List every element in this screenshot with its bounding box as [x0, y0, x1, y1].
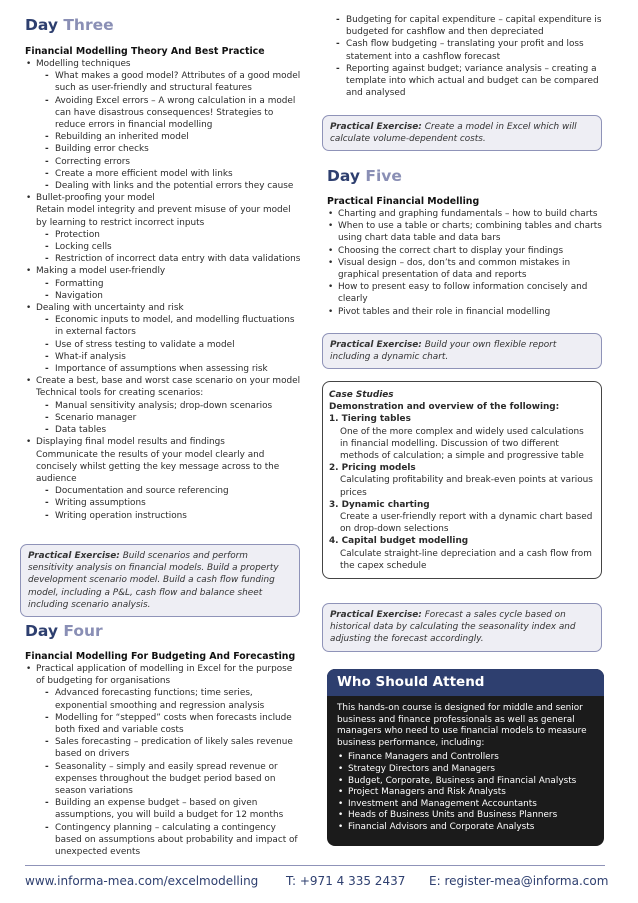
- sub-list-item: - Locking cells: [44, 241, 303, 253]
- sub-list: [36, 278, 303, 302]
- list-item: [25, 58, 303, 192]
- list-item-paragraph: Retain model integrity and prevent misuse of your model by learning to restrict incorrect inputs: [36, 205, 291, 228]
- sub-list-item: - Cash flow budgeting – translating your profit and loss statement into a cashflow forecast: [335, 38, 605, 62]
- list-item: [25, 663, 303, 858]
- sub-list-item: - What-if analysis: [44, 351, 303, 363]
- case-study-description: Create a user-friendly report with a dynamic chart based on drop-down selections: [340, 512, 593, 535]
- case-studies-title: Case Studies: [329, 390, 394, 400]
- day-four-continued-list: [327, 14, 605, 99]
- case-study-title: 2. Pricing models: [329, 463, 416, 474]
- sub-list-item: - What makes a good model? Attributes of a good model such as user-friendly and structural features: [44, 70, 303, 94]
- who-should-attend-title: Who Should Attend: [327, 669, 604, 696]
- sub-list: [36, 314, 303, 375]
- sub-list-item: - Navigation: [44, 290, 303, 302]
- sub-list-item: - Formatting: [44, 278, 303, 290]
- sub-list: [36, 400, 303, 437]
- sub-list-item: - Data tables: [44, 424, 303, 436]
- day-four-continued: [327, 14, 605, 99]
- footer-divider: [25, 865, 605, 866]
- list-item: • Choosing the correct chart to display your findings: [327, 245, 605, 257]
- list-item: [25, 265, 303, 302]
- case-study-description: One of the more complex and widely used calculations in financial modelling. Discussion of two different methods of calculation; a simple and progressive table: [340, 426, 584, 462]
- list-item: [25, 302, 303, 375]
- sub-list-item: - Documentation and source referencing: [44, 485, 303, 497]
- day-five-list: [327, 208, 605, 318]
- day-four-title: [25, 622, 303, 640]
- exercise-label: Practical Exercise:: [330, 122, 422, 132]
- day-word: Day: [25, 622, 58, 640]
- day-three-exercise-box: [20, 544, 300, 617]
- list-item-paragraph: Communicate the results of your model clearly and concisely whilst getting the key message across to the audience: [36, 449, 280, 484]
- audience-item: • Finance Managers and Controllers: [337, 752, 594, 764]
- list-item: [25, 436, 303, 521]
- sub-list-item: - Economic inputs to model, and modelling fluctuations in external factors: [44, 314, 303, 338]
- sub-list-item: - Dealing with links and the potential errors they cause: [44, 180, 303, 192]
- list-item-text: Modelling techniques: [36, 59, 131, 69]
- sub-list-item: - Restriction of incorrect data entry with data validations: [44, 253, 303, 265]
- sub-list-item: - Create a more efficient model with links: [44, 168, 303, 180]
- sub-list-item: - Advanced forecasting functions; time series, exponential smoothing and regression analysis: [44, 687, 303, 711]
- case-study-item: [329, 462, 593, 499]
- day-four-sublist: [327, 14, 605, 99]
- sub-list-item: - Correcting errors: [44, 156, 303, 168]
- case-studies-box: [322, 381, 602, 579]
- day-number: Four: [63, 622, 103, 640]
- case-study-title: 4. Capital budget modelling: [329, 536, 469, 547]
- list-item: [25, 375, 303, 436]
- sub-list-item: - Scenario manager: [44, 412, 303, 424]
- exercise-label: Practical Exercise:: [28, 551, 120, 561]
- list-item: [327, 14, 605, 99]
- day-five-exercise-box: [322, 333, 602, 369]
- audience-item: • Investment and Management Accountants: [337, 799, 594, 811]
- list-item-paragraph: Technical tools for creating scenarios:: [36, 388, 204, 399]
- footer-website[interactable]: www.informa-mea.com/excelmodelling: [25, 874, 259, 888]
- audience-item: • Project Managers and Risk Analysts: [337, 787, 594, 799]
- sub-list-item: - Writing assumptions: [44, 497, 303, 509]
- footer-email[interactable]: E: register-mea@informa.com: [429, 874, 609, 888]
- sub-list: [36, 485, 303, 522]
- sub-list-item: - Reporting against budget; variance analysis – creating a template into which actual and budget can be compared and analysed: [335, 63, 605, 100]
- day-five-title: [327, 167, 605, 185]
- day-three-title: [25, 16, 303, 34]
- sub-list-item: - Importance of assumptions when assessing risk: [44, 363, 303, 375]
- day-number: Five: [365, 167, 402, 185]
- footer-phone: T: +971 4 335 2437: [286, 874, 406, 888]
- day-four-list: [25, 663, 303, 858]
- sub-list: [36, 229, 303, 266]
- list-item-text: Practical application of modelling in Excel for the purpose of budgeting for organisations: [36, 664, 293, 687]
- day-word: Day: [25, 16, 58, 34]
- list-item-text: Dealing with uncertainty and risk: [36, 303, 184, 314]
- exercise-label: Practical Exercise:: [330, 340, 422, 350]
- sub-list-item: - Seasonality – simply and easily spread revenue or expenses throughout the budget period based on season variations: [44, 761, 303, 798]
- day-word: Day: [327, 167, 360, 185]
- sub-list-item: - Writing operation instructions: [44, 510, 303, 522]
- case-study-item: [329, 499, 593, 536]
- list-item-text: Create a best, base and worst case scenario on your model: [36, 376, 301, 387]
- case-studies-subtitle: Demonstration and overview of the following:: [329, 402, 560, 413]
- sub-list-item: - Modelling for “stepped” costs when forecasts include both fixed and variable costs: [44, 712, 303, 736]
- exercise-text: Forecast a sales cycle based on historical data by calculating the seasonality index and adjusting the forecast accordingly.: [330, 610, 576, 645]
- list-item: • When to use a table or charts; combining tables and charts using chart data table and data bars: [327, 220, 605, 244]
- exercise-text: Build scenarios and perform sensitivity analysis on financial models. Build a property development scenario model. Build a cash flow funding model, including a P&L, cash flow and balance sheet including scenario analysis.: [28, 551, 279, 610]
- who-should-attend-body: [327, 696, 604, 834]
- day-four-section: [25, 622, 303, 858]
- list-item: [25, 192, 303, 265]
- day-five-section: [327, 167, 605, 318]
- audience-item: • Financial Advisors and Corporate Analysts: [337, 822, 594, 834]
- day-three-heading: Financial Modelling Theory And Best Practice: [25, 46, 265, 57]
- case-study-description: Calculating profitability and break-even points at various prices: [340, 475, 593, 498]
- sub-list-item: - Rebuilding an inherited model: [44, 131, 303, 143]
- case-study-title: 3. Dynamic charting: [329, 499, 430, 510]
- case-study-item: [329, 535, 593, 572]
- audience-item: • Strategy Directors and Managers: [337, 764, 594, 776]
- sub-list-item: - Use of stress testing to validate a model: [44, 339, 303, 351]
- sub-list-item: - Protection: [44, 229, 303, 241]
- sub-list-item: - Sales forecasting – predication of likely sales revenue based on drivers: [44, 736, 303, 760]
- sub-list: [36, 687, 303, 858]
- audience-item: • Heads of Business Units and Business Planners: [337, 810, 594, 822]
- sub-list-item: - Budgeting for capital expenditure – capital expenditure is budgeted for cashflow and then depreciated: [335, 14, 605, 38]
- day-three-list: [25, 58, 303, 522]
- day-four-exercise-box: [322, 115, 602, 151]
- exercise-label: Practical Exercise:: [330, 610, 422, 620]
- day-three-section: [25, 16, 303, 522]
- list-item: • Charting and graphing fundamentals – how to build charts: [327, 208, 605, 220]
- sub-list: [36, 70, 303, 192]
- sub-list-item: - Building an expense budget – based on given assumptions, you will build a budget for 12 months: [44, 797, 303, 821]
- list-item: • Visual design – dos, don’ts and common mistakes in graphical presentation of data and reports: [327, 257, 605, 281]
- audience-list: [337, 752, 594, 833]
- exercise-text: Build your own flexible report including a dynamic chart.: [330, 340, 557, 363]
- list-item-text: Bullet-proofing your model: [36, 193, 155, 204]
- sub-list-item: - Avoiding Excel errors – A wrong calculation in a model can have disastrous consequences! Strategies to reduce errors in financial modelling: [44, 95, 303, 132]
- list-item-text: Making a model user-friendly: [36, 266, 166, 277]
- sub-list-item: - Manual sensitivity analysis; drop-down scenarios: [44, 400, 303, 412]
- case-study-title: 1. Tiering tables: [329, 414, 411, 425]
- exercise-text: Create a model in Excel which will calculate volume-dependent costs.: [330, 122, 577, 145]
- audience-item: • Budget, Corporate, Business and Financial Analysts: [337, 776, 594, 788]
- list-item: • Pivot tables and their role in financial modelling: [327, 306, 605, 318]
- sub-list-item: - Building error checks: [44, 143, 303, 155]
- day-four-heading: Financial Modelling For Budgeting And Forecasting: [25, 651, 296, 662]
- day-number: Three: [63, 16, 114, 34]
- case-study-item: [329, 413, 593, 462]
- list-item: • How to present easy to follow information concisely and clearly: [327, 281, 605, 305]
- final-exercise-box: [322, 603, 602, 652]
- who-should-attend-panel: [327, 669, 604, 846]
- sub-list-item: - Contingency planning – calculating a contingency based on assumptions about probability and impact of unexpected events: [44, 822, 303, 859]
- case-study-description: Calculate straight-line depreciation and a cash flow from the capex schedule: [340, 548, 592, 571]
- day-five-heading: Practical Financial Modelling: [327, 196, 480, 207]
- list-item-text: Displaying final model results and findings: [36, 437, 225, 448]
- case-studies-list: [329, 413, 593, 572]
- who-intro: This hands-on course is designed for middle and senior business and finance professionals as well as general managers who need to use financial models to measure business performance, including:: [337, 703, 587, 748]
